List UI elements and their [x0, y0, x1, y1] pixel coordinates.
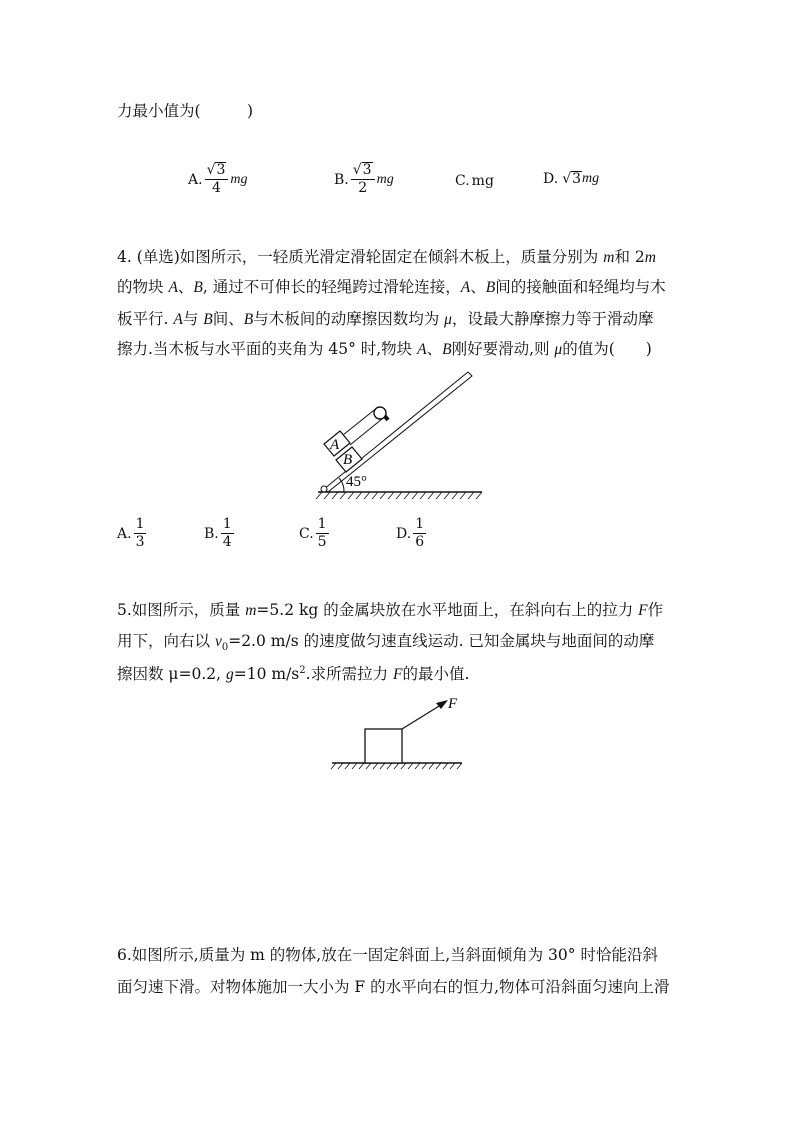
option-label: D.	[543, 171, 559, 187]
denominator: 3	[135, 534, 145, 550]
q4-incline-figure	[310, 368, 490, 503]
sqrt: √ 3	[562, 171, 582, 187]
string-bottom	[350, 419, 382, 445]
q4-line-1: 4. (单选)如图所示，一轻质光滑定滑轮固定在倾斜木板上，质量分别为 m和 2m	[117, 248, 656, 266]
fraction	[221, 516, 234, 551]
q5-line-1: 5.如图所示，质量 m=5.2 kg 的金属块放在水平地面上，在斜向右上的拉力 F作	[117, 601, 664, 619]
radicand: 3	[216, 162, 226, 178]
numerator: 1	[317, 516, 327, 532]
unit: mg	[471, 173, 494, 189]
fraction	[134, 516, 147, 551]
numerator: 1	[222, 516, 232, 532]
q3-option-c	[455, 173, 494, 189]
option-label: C.	[299, 525, 314, 542]
option-label: A.	[188, 171, 203, 188]
force-arrow-shaft	[402, 703, 444, 729]
q5-line-2: 用下，向右以 $v_0=2.0$ m/s 的速度做匀速直线运动. 已知金属块与地面间的动摩	[117, 632, 655, 654]
q4-line-3: 板平行. A与 B间、B与木板间的动摩擦因数均为 μ，设最大静摩擦力等于滑动摩	[117, 310, 654, 328]
force-arrow-head	[436, 700, 448, 709]
ground-hatching	[316, 492, 482, 499]
option-label: B.	[334, 171, 349, 188]
denominator: 4	[222, 534, 232, 550]
numerator: 1	[415, 516, 425, 532]
force-label: F	[448, 696, 458, 712]
fraction	[413, 516, 426, 551]
q4-line-2: 的物块 A、B, 通过不可伸长的轻绳跨过滑轮连接，A、B间的接触面和轻绳均与木	[117, 278, 666, 296]
unit: mg	[582, 171, 600, 186]
option-label: D.	[396, 525, 412, 542]
q5-line-3: 擦因数 μ=0.2, g=10 $m/s^2$.求所需拉力 F的最小值.	[117, 665, 470, 684]
fraction: √ 3 2	[351, 162, 375, 197]
denominator: 5	[317, 534, 327, 550]
unit: mg	[376, 171, 394, 187]
radicand: 3	[572, 171, 582, 187]
label-b: B	[343, 452, 353, 468]
string-top	[338, 407, 378, 439]
q4-option-d	[396, 516, 428, 551]
q6-line-1: 6.如图所示,质量为 m 的物体,放在一固定斜面上,当斜面倾角为 30° 时恰能沿斜	[117, 946, 658, 964]
option-label: A.	[117, 525, 132, 542]
numerator: 1	[135, 516, 145, 532]
metal-block	[365, 729, 402, 763]
unit: mg	[230, 171, 248, 187]
angle-label: 45°	[346, 474, 367, 490]
ground-hatching	[331, 763, 462, 769]
radicand: 3	[362, 162, 372, 178]
hinge	[321, 486, 327, 492]
q3-tail-line: 力最小值为( )	[117, 102, 254, 120]
q6-line-2: 面匀速下滑。对物体施加一大小为 F 的水平向右的恒力,物体可沿斜面匀速向上滑	[117, 978, 670, 996]
q3-option-a	[188, 162, 248, 197]
q4-option-c	[299, 516, 331, 551]
option-label: C.	[455, 173, 470, 189]
fraction	[316, 516, 329, 551]
denominator: 6	[415, 534, 425, 550]
option-label: B.	[204, 525, 219, 542]
q5-block-figure	[330, 690, 470, 772]
denominator: 4	[212, 180, 221, 196]
denominator: 2	[358, 180, 368, 196]
q4-option-a	[117, 516, 148, 551]
label-a: A	[330, 437, 340, 453]
q4-line-4: 擦力.当木板与水平面的夹角为 45° 时,物块 A、B刚好要滑动,则 μ的值为( )	[117, 340, 652, 358]
q3-option-d	[543, 171, 599, 187]
fraction: √ 3 4	[205, 162, 229, 197]
q4-option-b	[204, 516, 236, 551]
q3-option-b	[334, 162, 394, 197]
